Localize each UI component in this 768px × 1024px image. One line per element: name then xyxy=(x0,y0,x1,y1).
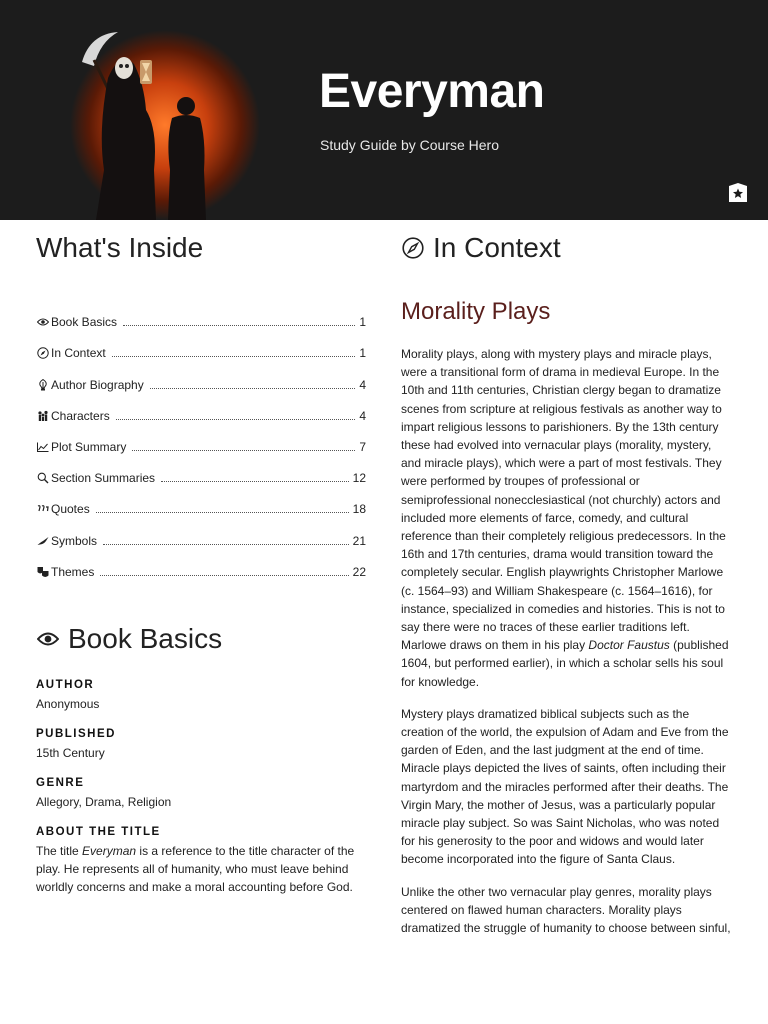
published-value: 15th Century xyxy=(36,745,105,760)
in-context-title: In Context xyxy=(433,232,561,263)
doctor-faustus-italic: Doctor Faustus xyxy=(588,638,670,653)
course-hero-badge-icon xyxy=(728,183,748,203)
paragraph-1 xyxy=(401,345,733,691)
quote-icon xyxy=(36,502,50,516)
toc-label: Symbols xyxy=(51,533,98,548)
toc-label: Section Summaries xyxy=(51,471,156,486)
genre-label: GENRE xyxy=(36,776,85,789)
chart-icon xyxy=(36,440,50,454)
book-title: Everyman xyxy=(319,65,545,118)
people-icon xyxy=(36,409,50,423)
about-text-start: The title xyxy=(36,843,83,858)
toc-item-quotes[interactable] xyxy=(36,487,366,518)
toc-leader xyxy=(150,388,356,389)
toc-page-number: 4 xyxy=(359,377,366,392)
book-subtitle: Study Guide by Course Hero xyxy=(320,137,499,153)
book-basics-heading xyxy=(36,623,366,655)
paragraph-1-end: (published 1604, but performed earlier), in which a scholar sells his soul for knowledge. xyxy=(401,638,729,689)
toc-page-number: 1 xyxy=(359,346,366,361)
toc-label: Book Basics xyxy=(51,315,118,330)
masks-icon xyxy=(36,565,50,579)
morality-plays-heading: Morality Plays xyxy=(401,298,551,325)
eye-icon xyxy=(36,315,50,329)
magnifier-icon xyxy=(36,471,50,485)
in-context-heading xyxy=(401,232,733,264)
toc-item-symbols[interactable] xyxy=(36,518,366,549)
paragraph-3: Unlike the other two vernacular play genres, morality plays centered on flawed human characters. Morality plays dramatized the struggle of humanity to choose between sinful, xyxy=(401,884,731,936)
toc-leader xyxy=(116,419,356,420)
toc-item-section-summaries[interactable] xyxy=(36,456,366,487)
eye-icon xyxy=(36,627,60,651)
toc-label: Author Biography xyxy=(51,377,144,392)
compass-icon xyxy=(401,236,425,260)
toc-item-in-context[interactable] xyxy=(36,331,366,362)
genre-value: Allegory, Drama, Religion xyxy=(36,794,172,809)
toc-label: In Context xyxy=(51,346,106,361)
toc-item-themes[interactable] xyxy=(36,550,366,581)
toc-label: Quotes xyxy=(51,502,90,517)
published-label: PUBLISHED xyxy=(36,727,116,740)
whats-inside-heading: What's Inside xyxy=(36,232,204,263)
author-value: Anonymous xyxy=(36,696,100,711)
toc-label: Themes xyxy=(51,564,95,579)
toc-leader xyxy=(96,512,349,513)
toc-page-number: 7 xyxy=(359,439,366,454)
toc-item-book-basics[interactable] xyxy=(36,300,366,331)
toc-page-number: 4 xyxy=(359,408,366,423)
toc-leader xyxy=(123,325,355,326)
toc-page-number: 21 xyxy=(352,533,366,548)
author-label: AUTHOR xyxy=(36,678,95,691)
grim-reaper-illustration xyxy=(60,20,260,220)
toc-leader xyxy=(103,544,349,545)
bird-icon xyxy=(36,534,50,548)
left-column xyxy=(36,220,366,896)
toc-leader xyxy=(100,575,348,576)
about-title-italic: Everyman xyxy=(82,843,137,858)
book-basics-title: Book Basics xyxy=(68,622,223,654)
toc-item-characters[interactable] xyxy=(36,394,366,425)
toc-leader xyxy=(132,450,355,451)
about-title-label: ABOUT THE TITLE xyxy=(36,825,161,838)
toc-label: Characters xyxy=(51,408,110,423)
header-banner xyxy=(0,0,768,220)
toc-page-number: 18 xyxy=(352,502,366,517)
toc-item-author-biography[interactable] xyxy=(36,362,366,393)
toc-leader xyxy=(161,481,349,482)
quill-icon xyxy=(36,378,50,392)
paragraph-2: Mystery plays dramatized biblical subjects such as the creation of the world, the expulsion of Adam and Eve from the garden of Eden, and the last judgment at the end of time. Miracle plays depicted the lives of saints, often including their martyrdom and the miracles performed after their deaths. The Virgin Mary, the mother of Jesus, was a particularly popular miracle play subject. So was Saint Nicholas, who was noted for his generosity to the poor and widows and would later become incorporated into the figure of Santa Claus. xyxy=(401,706,729,867)
right-column xyxy=(401,220,733,937)
toc-item-plot-summary[interactable] xyxy=(36,425,366,456)
toc-page-number: 22 xyxy=(352,564,366,579)
paragraph-1-start: Morality plays, along with mystery plays and miracle plays, were a transitional form of drama in medieval Europe. In the 10th and 11th centuries, Christian clergy began to dramatize scenes from scripture at religious festivals as another way to impart religious lessons to parishioners. By the 13th century these had evolved into vernacular plays (morality, mystery, and miracle plays), which were a part of most festivals. They were performed by troupes of professional or semiprofessional nonecclesiastical (not churchly) actors and included more elements of farce, comedy, and cultural reference than their completely religious predecessors. In the 16th and 17th centuries, drama would transition toward the completely secular. English playwrights Christopher Marlowe (c. 1564–93) and William Shakespeare (c. 1564–1616), for instance, specialized in comedies and histories. This is not to say there were no traces of these earlier traditions left. Marlowe draws on them in his play xyxy=(401,347,726,653)
toc-leader xyxy=(112,356,356,357)
about-title-text xyxy=(36,842,366,896)
toc-page-number: 1 xyxy=(359,315,366,330)
compass-icon xyxy=(36,346,50,360)
toc-page-number: 12 xyxy=(352,471,366,486)
table-of-contents xyxy=(36,300,366,581)
about-text-end: is a reference to the title character of the play. He represents all of humanity, who must leave behind worldly concerns and make a moral accounting before God. xyxy=(36,843,355,894)
toc-label: Plot Summary xyxy=(51,439,127,454)
